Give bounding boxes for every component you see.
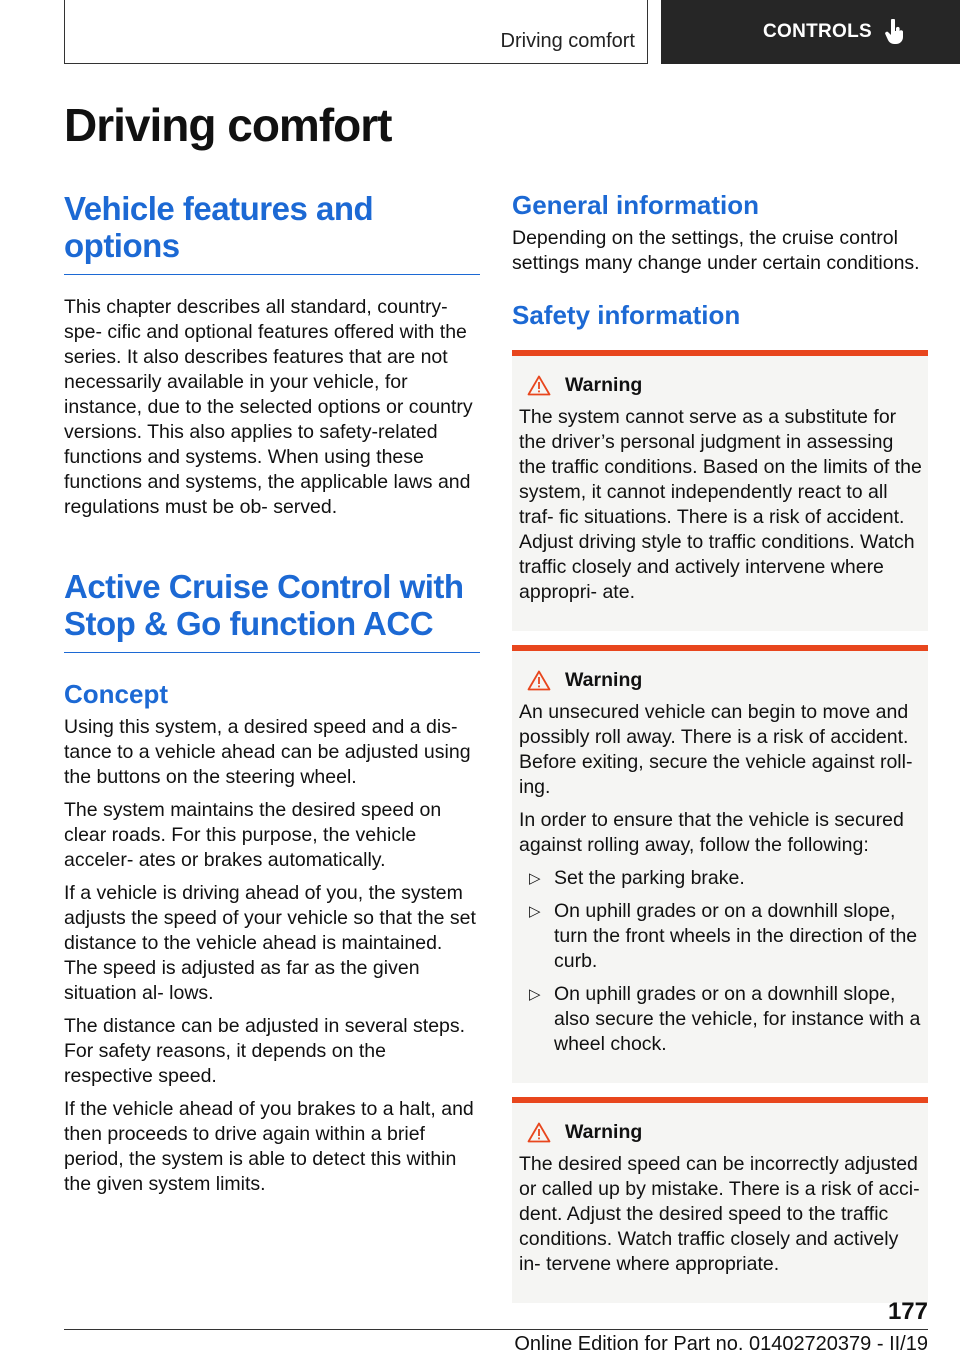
page-number: 177 [887,1298,928,1325]
list-item [519,899,922,974]
vehicle-features-text: This chapter describes all standard, country-spe- cific and optional features offered with the series. It also describes features that are not necessarily available in your vehicle, for instance, due to the selected options or country versions. This also applies to safety-related functions and systems. When using these functions and systems, the applicable laws and regulations must be ob- served. [64,296,473,518]
warning-bullet-list [519,866,922,1057]
warning-title: Warning [565,669,643,691]
warning-header [519,1121,922,1144]
left-column [64,190,480,1205]
footer-rule [64,1329,928,1330]
warning-box [512,350,928,631]
bullet-triangle-icon: ▷ [529,903,541,920]
warning-triangle-icon [527,1122,551,1143]
heading-rule [64,652,480,653]
header-section-label: Driving comfort [500,30,635,52]
warning-text: An unsecured vehicle can begin to move and possibly roll away. There is a risk of accident. Before exiting, secure the vehicle against roll- ing. [519,701,913,798]
warning-header [519,669,922,692]
list-item-text: On uphill grades or on a downhill slope, also secure the vehicle, for instance with a wheel chock. [554,983,921,1055]
list-item [519,866,922,891]
concept-paragraph: If a vehicle is driving ahead of you, the system adjusts the speed of your vehicle so that the set distance to the vehicle ahead is maintained. The speed is adjusted as far as the given situation al- lows. [64,882,476,1004]
warning-text: In order to ensure that the vehicle is secured against rolling away, follow the following: [519,809,904,856]
concept-paragraph: The distance can be adjusted in several steps. For safety reasons, it depends on the respective speed. [64,1015,466,1087]
bullet-triangle-icon: ▷ [529,870,541,887]
acc-heading: Active Cruise Control with Stop & Go function ACC [64,568,464,642]
header-chapter-tab [661,0,960,64]
warning-box [512,1097,928,1303]
list-item [519,982,922,1057]
heading-rule [64,274,480,275]
concept-paragraph: The system maintains the desired speed on clear roads. For this purpose, the vehicle acceler- ates or brakes automatically. [64,799,442,871]
warning-header [519,374,922,397]
concept-paragraph: If the vehicle ahead of you brakes to a halt, and then proceeds to drive again within a brief period, the system is able to detect this within the given system limits. [64,1098,474,1195]
warning-text: The system cannot serve as a substitute for the driver’s personal judgment in assessing the traffic conditions. Based on the limits of the system, it cannot independently react to all traf- fic situations. There is a risk of accident. Adjust driving style to traffic conditions. Watch traffic closely and actively intervene where appropri- ate. [519,406,922,603]
header-section-tab [64,0,648,64]
vehicle-features-heading: Vehicle features and options [64,190,374,264]
page-title: Driving comfort [64,99,392,151]
concept-paragraph: Using this system, a desired speed and a dis- tance to a vehicle ahead can be adjusted using the buttons on the steering wheel. [64,716,471,788]
warning-title: Warning [565,374,643,396]
warning-triangle-icon [527,670,551,691]
list-item-text: On uphill grades or on a downhill slope, turn the front wheels in the direction of the curb. [554,900,918,972]
warning-box [512,645,928,1083]
warning-text: The desired speed can be incorrectly adjusted or called up by mistake. There is a risk of acci- dent. Adjust the desired speed to the traffic conditions. Watch traffic closely and actively in- tervene where appropriate. [519,1153,920,1275]
right-column [512,190,928,1303]
concept-heading: Concept [64,679,168,709]
bullet-triangle-icon: ▷ [529,986,541,1003]
header-chapter-label: CONTROLS [763,21,873,42]
pointing-hand-icon [884,19,906,45]
safety-information-heading: Safety information [512,300,741,330]
general-information-text: Depending on the settings, the cruise control settings many change under certain conditions. [512,227,920,274]
warning-title: Warning [565,1121,643,1143]
list-item-text: Set the parking brake. [554,867,745,889]
warning-triangle-icon [527,375,551,396]
general-information-heading: General information [512,190,760,220]
footer-edition: Online Edition for Part no. 01402720379 - II/19 [514,1333,928,1355]
